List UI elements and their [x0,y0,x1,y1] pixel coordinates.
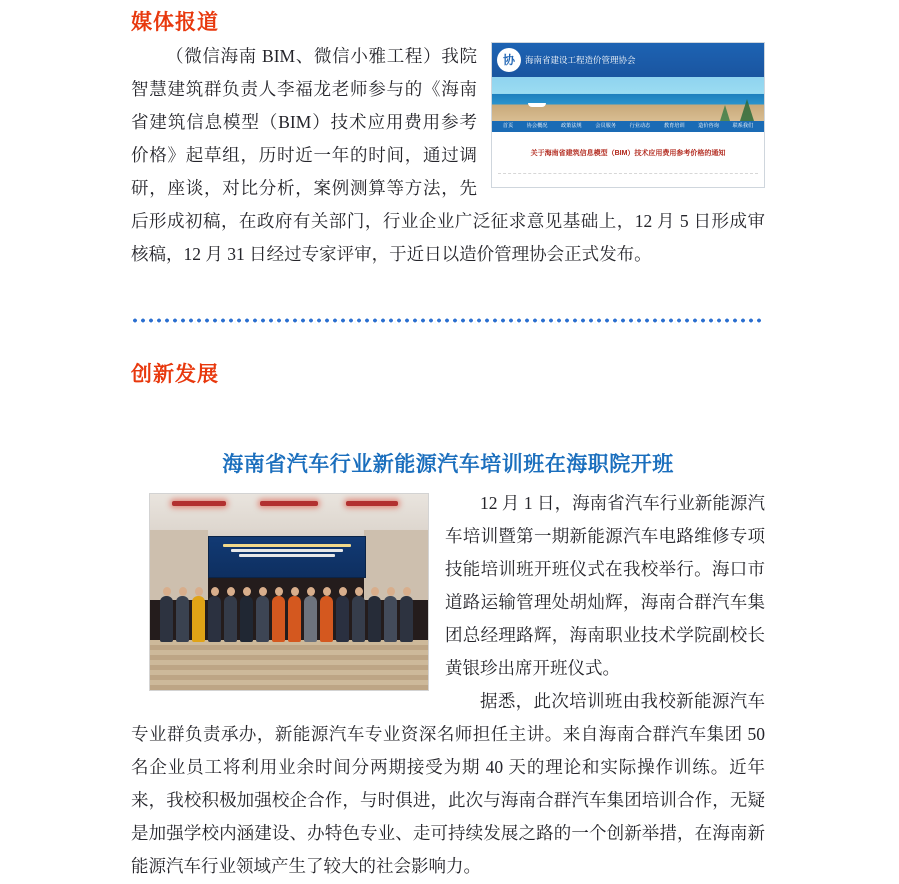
person [240,596,253,642]
person [304,596,317,642]
ceiling-light-2 [260,501,318,506]
person [368,596,381,642]
group-of-people [150,570,428,642]
banner-line-2 [231,549,343,552]
person [192,596,205,642]
banner-line-3 [239,554,335,557]
person [352,596,365,642]
ceiling-light-3 [346,501,398,506]
site-article-title: 关于海南省建筑信息模型（BIM）技术应用费用参考价格的通知 [498,137,758,174]
site-topbar [492,43,764,77]
innovation-paragraph-2: 据悉，此次培训班由我校新能源汽车专业群负责承办，新能源汽车专业资深名师担任主讲。来自海南合群汽车集团 50 名企业员工将利用业余时间分两期接受为期 40 天的理论和实际操作训练。近年来，我校积极加强校企合作，与时俱进，此次与海南合群汽车集团培训合作，无疑是加强学校内涵建设、办特色专业、走可持续发展之路的一个创新举措，在海南新能源汽车行业领域产生了较大的社会影响力。 [131,691,765,876]
person [288,596,301,642]
site-nav-item-2: 政策法规 [560,123,582,129]
hall-floor [150,640,428,690]
article-title: 海南省汽车行业新能源汽车培训班在海职院开班 [222,453,674,476]
banner-line-1 [223,544,351,547]
site-nav-item-0: 首页 [502,123,514,129]
site-logo-icon: 协 [497,48,521,72]
boat-shape [528,103,546,107]
media-report-paragraph: （微信海南 BIM、微信小雅工程）我院智慧建筑群负责人李福龙老师参与的《海南省建筑信息模型（BIM）技术应用费用参考价格》起草组，历时近一年的时间，通过调研，座谈，对比分析，案例测算等方法，先后形成初稿，在政府有关部门，行业企业广泛征求意见基础上，12 月 5 日形成审核稿，12 月 31 日经过专家评审，于近日以造价管理协会正式发布。 [131,46,765,264]
association-website-screenshot [491,42,765,188]
site-nav-item-1: 协会概况 [526,123,548,129]
site-nav [492,121,764,132]
site-article-meta [499,177,757,188]
palm-tree-icon-small [720,105,730,121]
site-nav-item-3: 会员服务 [595,123,617,129]
section-heading-media: 媒体报道 [131,11,219,34]
media-report-body [131,40,765,271]
section-heading-innovation: 创新发展 [131,363,219,386]
person [256,596,269,642]
person [400,596,413,642]
person [208,596,221,642]
training-class-group-photo [149,493,429,691]
innovation-article-body [131,487,765,883]
dotted-divider [131,318,765,323]
person [160,596,173,642]
person [384,596,397,642]
site-nav-item-6: 造价咨询 [698,123,719,129]
person [320,596,333,642]
site-nav-item-5: 教育培训 [663,123,685,129]
site-name: 海南省建设工程造价管理协会 [525,54,636,65]
site-nav-item-7: 联系我们 [732,123,754,129]
innovation-paragraph-1: 12 月 1 日，海南省汽车行业新能源汽车培训暨第一期新能源汽车电路维修专项技能培训班开班仪式在我校举行。海口市道路运输管理处胡灿辉，海南合群汽车集团总经理路辉，海南职业技术学院副校长黄银珍出席开班仪式。 [445,493,765,678]
site-banner-image [492,77,764,121]
person [176,596,189,642]
ceiling-light-1 [172,501,226,506]
person [272,596,285,642]
palm-tree-icon [740,99,754,121]
person [336,596,349,642]
site-nav-item-4: 行业动态 [629,123,651,129]
person [224,596,237,642]
